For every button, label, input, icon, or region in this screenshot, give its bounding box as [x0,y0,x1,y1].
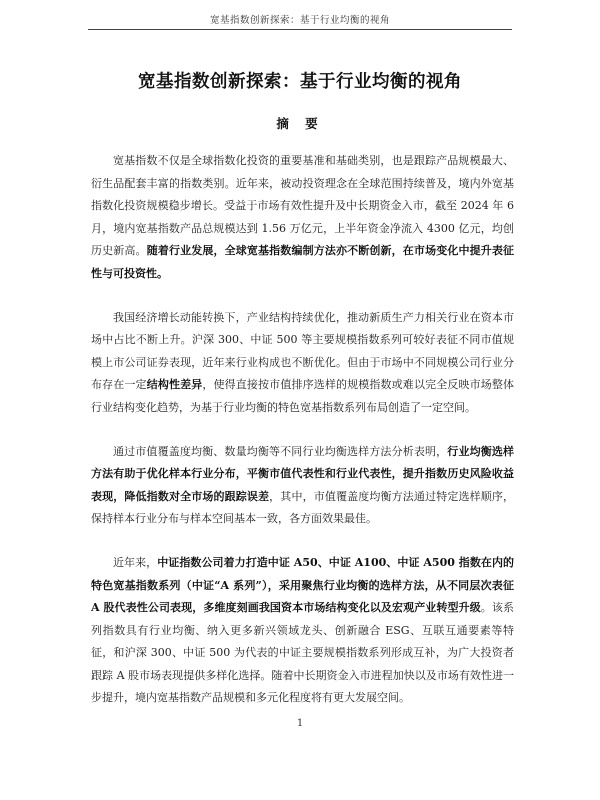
emphasis-text: 随着行业发展，全球宽基指数编制方法亦不断创新，在市场变化中提升表征性与可投资性。 [91,244,515,280]
abstract-paragraph [91,552,514,710]
body-text: ，其中，市值覆盖度均衡方法通过特定选样顺序，保持样本行业分布与样本空间基本一致，各方面效果最佳。 [91,489,515,526]
header-rule [88,29,512,30]
abstract-heading: 摘 要 [276,116,324,131]
emphasis-text: 中证指数公司着力打造中证 A50、中证 A100、中证 A500 指数在内的特色宽基指数系列（中证“A 系列”），采用聚焦行业均衡的选样方法，从不同层次表征 A 股代表性公司表现，多维度刻画我国资本市场结构变化以及宏观产业转型升级 [91,555,514,615]
abstract-body [91,150,514,731]
page-number: 1 [296,718,304,729]
abstract-paragraph [91,307,514,420]
body-text: 近年来， [113,555,158,569]
body-text: 。该系列指数具有行业均衡、纳入更多新兴领域龙头、创新融合 ESG、互联互通要素等特征，和沪深 300、中证 500 为代表的中证主要规模指数系列形成互补，为广大投资者跟踪 A 股市场表现提供多样化选择。随着中长期资金入市进程加快以及市场有效性进一步提升，境内宽基指数产品规模和多元化程度将有更大发展空间。 [91,601,514,705]
body-text: 通过市值覆盖度均衡、数量均衡等不同行业均衡选样方法分析表明， [113,444,448,458]
running-header: 宽基指数创新探索：基于行业均衡的视角 [209,15,390,26]
abstract-paragraph [91,441,514,531]
body-text: ，使得直接按市值排序选样的规模指数或难以完全反映市场整体行业结构变化趋势，为基于行业均衡的特色宽基指数系列布局创造了一定空间。 [91,378,515,414]
body-text: 我国经济增长动能转换下，产业结构持续优化，推动新质生产力相关行业在资本市场中占比不断上升。沪深 300、中证 500 等主要规模指数系列可较好表征不同市值规模上市公司证券表现，近年来行业构成也不断优化。但由于市场中不同规模公司行业分布存在一定 [91,310,514,392]
body-text: 宽基指数不仅是全球指数化投资的重要基准和基础类别，也是跟踪产品规模最大、衍生品配套丰富的指数类别。近年来，被动投资理念在全球范围持续普及，境内外宽基指数化投资规模稳步增长。受益于市场有效性提升及中长期资金入市，截至 2024 年 6 月，境内宽基指数产品总规模达到 1.56 万亿元，上半年资金净流入 4300 亿元，均创历史新高。 [91,154,514,258]
emphasis-text: 行业均衡选样方法有助于优化样本行业分布，平衡市值代表性和行业代表性，提升指数历史风险收益表现，降低指数对全市场的跟踪误差 [91,444,515,503]
abstract-paragraph [91,150,514,286]
emphasis-text: 结构性差异 [146,378,203,392]
document-title: 宽基指数创新探索：基于行业均衡的视角 [138,71,462,92]
